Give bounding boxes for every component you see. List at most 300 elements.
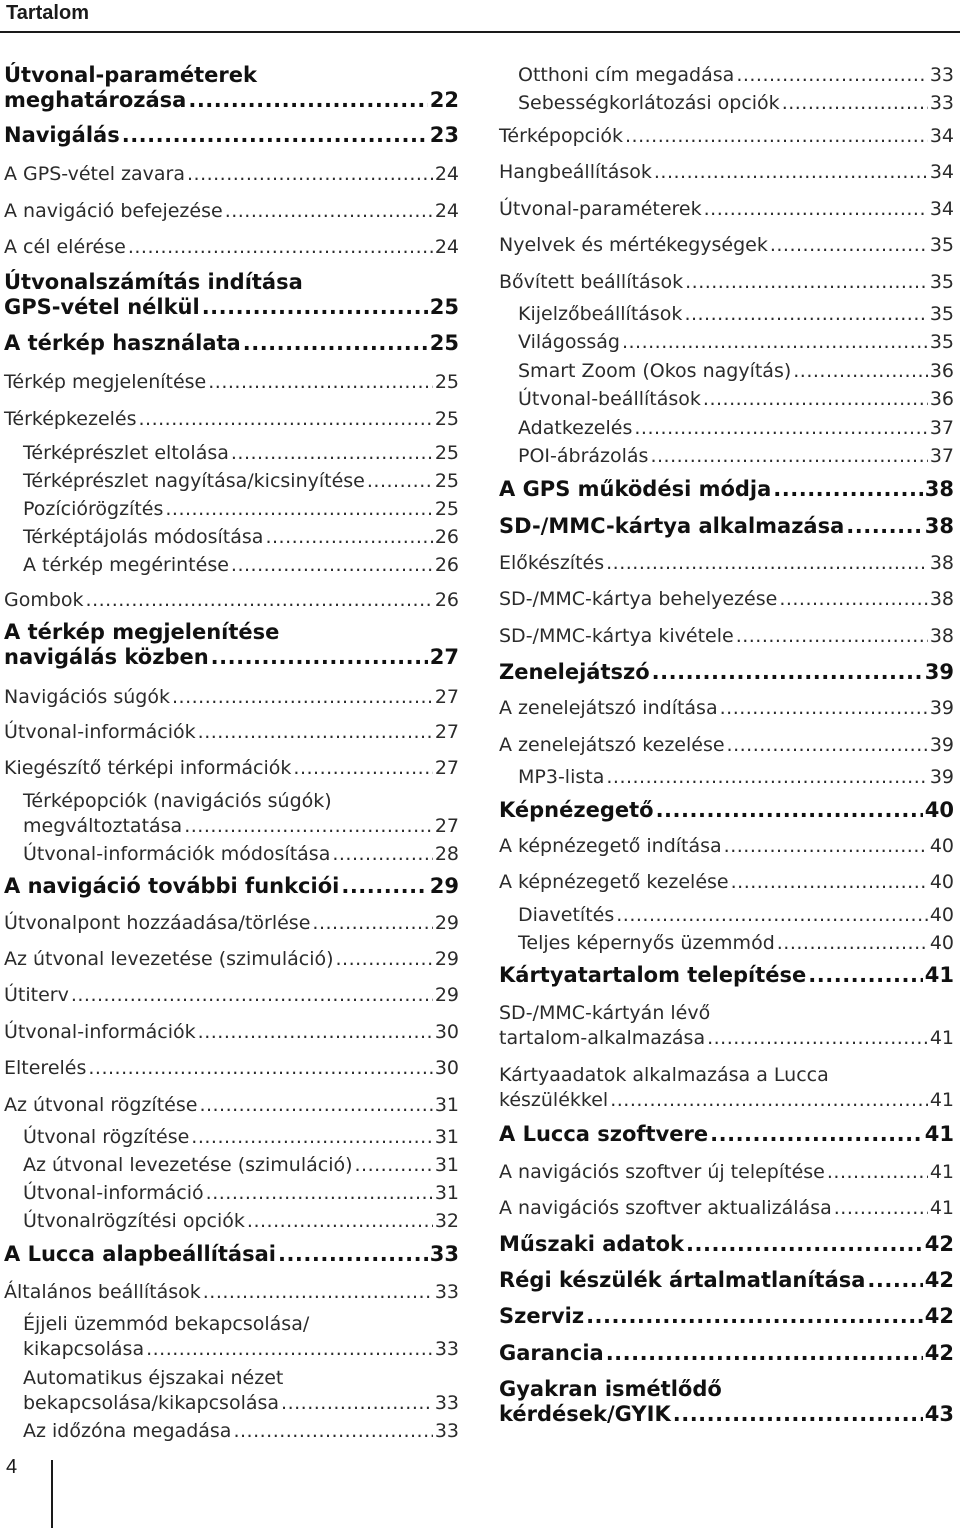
- dot-leader: [654, 160, 928, 185]
- toc-page-number: 25: [434, 470, 459, 492]
- toc-entry[interactable]: [4, 842, 459, 867]
- toc-entry[interactable]: [4, 911, 459, 936]
- dot-leader: [793, 359, 928, 384]
- toc-entry-title: Útiterv: [4, 984, 69, 1006]
- toc-page-number: 30: [434, 1021, 459, 1043]
- toc-page-number: 29: [434, 912, 459, 934]
- dot-leader: [727, 733, 928, 758]
- dot-leader: [243, 331, 428, 356]
- toc-page-number: 23: [429, 123, 459, 147]
- page-title: Tartalom: [6, 2, 89, 24]
- toc-page-number: 27: [434, 721, 459, 743]
- toc-entry-title: Útvonal-információk: [4, 721, 196, 743]
- toc-entry[interactable]: [4, 588, 459, 613]
- toc-entry-title: Kijelzőbeállítások: [518, 303, 683, 325]
- toc-page-number: 33: [434, 1420, 459, 1442]
- toc-entry-title: A térkép megérintése: [23, 554, 229, 576]
- toc-page-number: 42: [924, 1268, 954, 1292]
- dot-leader: [187, 162, 433, 187]
- toc-page-number: 25: [429, 295, 459, 319]
- toc-entry[interactable]: [4, 162, 459, 187]
- toc-page-number: 38: [929, 625, 954, 647]
- toc-entry[interactable]: [499, 330, 954, 355]
- toc-page-number: 33: [929, 92, 954, 114]
- toc-page-number: 33: [434, 1338, 459, 1360]
- toc-entry[interactable]: [4, 407, 459, 432]
- toc-entry-title-line: Automatikus éjszakai nézet: [23, 1367, 284, 1389]
- dot-leader: [198, 1020, 433, 1045]
- toc-entry-title: Általános beállítások: [4, 1281, 201, 1303]
- toc-entry[interactable]: [499, 1268, 954, 1293]
- toc-page-number: 34: [929, 161, 954, 183]
- toc-page-number: 37: [929, 445, 954, 467]
- toc-entry-title: Az időzóna megadása: [23, 1420, 232, 1442]
- toc-entry[interactable]: [499, 477, 954, 502]
- toc-entry-title: Adatkezelés: [518, 417, 633, 439]
- toc-entry[interactable]: [4, 1242, 459, 1267]
- toc-entry[interactable]: [4, 1056, 459, 1081]
- toc-entry[interactable]: [499, 197, 954, 222]
- toc-entry[interactable]: [499, 359, 954, 384]
- dot-leader: [188, 88, 427, 113]
- toc-entry[interactable]: [4, 720, 459, 745]
- toc-entry[interactable]: [4, 497, 459, 522]
- toc-page-number: 37: [929, 417, 954, 439]
- dot-leader: [367, 469, 433, 494]
- toc-entry-title-line: Éjjeli üzemmód bekapcsolása/: [23, 1313, 310, 1335]
- toc-page-number: 40: [929, 835, 954, 857]
- dot-leader: [782, 91, 928, 116]
- toc-entry[interactable]: [4, 1419, 459, 1444]
- dot-leader: [650, 444, 927, 469]
- dot-leader: [625, 124, 928, 149]
- dot-leader: [233, 1419, 432, 1444]
- toc-entry[interactable]: [499, 302, 954, 327]
- toc-entry-title: A zenelejátszó kezelése: [499, 734, 725, 756]
- toc-entry-title: Útvonalrögzítési opciók: [23, 1210, 245, 1232]
- toc-page-number: 26: [434, 589, 459, 611]
- dot-leader: [231, 553, 433, 578]
- toc-entry-title: Az útvonal rögzítése: [4, 1094, 198, 1116]
- toc-entry-title: Diavetítés: [518, 904, 615, 926]
- dot-leader: [206, 1181, 433, 1206]
- toc-entry[interactable]: [4, 1125, 459, 1150]
- toc-page-number: 34: [929, 125, 954, 147]
- toc-entry[interactable]: [499, 1122, 954, 1147]
- toc-entry[interactable]: [499, 696, 954, 721]
- toc-page-number: 33: [434, 1392, 459, 1414]
- toc-page-number: 41: [924, 963, 954, 987]
- toc-entry-title: Térképrészlet nagyítása/kicsinyítése: [23, 470, 365, 492]
- dot-leader: [720, 696, 928, 721]
- toc-entry[interactable]: [4, 63, 459, 113]
- dot-leader: [172, 685, 433, 710]
- toc-page-number: 30: [434, 1057, 459, 1079]
- page-header: [0, 0, 960, 33]
- dot-leader: [586, 1304, 923, 1329]
- toc-entry[interactable]: [4, 525, 459, 550]
- dot-leader: [312, 911, 432, 936]
- toc-entry[interactable]: [499, 798, 954, 823]
- toc-entry[interactable]: [4, 370, 459, 395]
- toc-entry[interactable]: [499, 624, 954, 649]
- toc-entry-title: A Lucca alapbeállításai: [4, 1242, 276, 1266]
- toc-entry-title: Zenelejátszó: [499, 660, 650, 684]
- dot-leader: [191, 1125, 433, 1150]
- toc-entry[interactable]: [499, 870, 954, 895]
- dot-leader: [336, 947, 433, 972]
- toc-entry-title: Teljes képernyős üzemmód: [518, 932, 775, 954]
- toc-entry[interactable]: [499, 91, 954, 116]
- toc-page-number: 33: [929, 64, 954, 86]
- toc-page-number: 40: [929, 871, 954, 893]
- toc-page-number: 41: [929, 1089, 954, 1111]
- toc-entry-title: Bővített beállítások: [499, 271, 684, 293]
- toc-entry-title: Az útvonal levezetése (szimuláció): [23, 1154, 353, 1176]
- toc-entry[interactable]: [4, 1181, 459, 1206]
- toc-entry-title: Útvonal-információ: [23, 1182, 204, 1204]
- toc-entry-title: SD-/MMC-kártya kivétele: [499, 625, 734, 647]
- toc-entry-title: kérdések/GYIK: [499, 1402, 671, 1426]
- toc-entry[interactable]: [4, 235, 459, 260]
- toc-entry[interactable]: [4, 553, 459, 578]
- toc-page-number: 25: [434, 498, 459, 520]
- toc-page-number: 32: [434, 1210, 459, 1232]
- dot-leader: [332, 842, 432, 867]
- toc-entry-title: SD-/MMC-kártya behelyezése: [499, 588, 778, 610]
- toc-entry-title: A Lucca szoftvere: [499, 1122, 709, 1146]
- toc-entry[interactable]: [499, 1063, 954, 1113]
- toc-entry[interactable]: [499, 660, 954, 685]
- toc-entry[interactable]: [4, 469, 459, 494]
- toc-entry-title-line: Térképopciók (navigációs súgók): [23, 790, 332, 812]
- dot-leader: [684, 302, 927, 327]
- toc-entry-title-line: A térkép megjelenítése: [4, 620, 280, 644]
- toc-page-number: 38: [929, 588, 954, 610]
- toc-entry-title: Útvonal-információk: [4, 1021, 196, 1043]
- toc-entry[interactable]: [4, 874, 459, 899]
- toc-entry-title: A zenelejátszó indítása: [499, 697, 718, 719]
- dot-leader: [355, 1153, 433, 1178]
- dot-leader: [231, 441, 433, 466]
- dot-leader: [846, 514, 923, 539]
- toc-entry-title: Előkészítés: [499, 552, 605, 574]
- toc-page-number: 31: [434, 1154, 459, 1176]
- toc-entry[interactable]: [4, 123, 459, 148]
- dot-leader: [773, 477, 922, 502]
- toc-page-number: 40: [929, 904, 954, 926]
- toc-entry-title: Elterelés: [4, 1057, 87, 1079]
- toc-entry-title: megváltoztatása: [23, 815, 183, 837]
- dot-leader: [704, 197, 928, 222]
- dot-leader: [834, 1196, 928, 1221]
- toc-entry[interactable]: [4, 620, 459, 670]
- toc-page-number: 35: [929, 303, 954, 325]
- toc-entry-title: Műszaki adatok: [499, 1232, 685, 1256]
- toc-page-number: 33: [434, 1281, 459, 1303]
- dot-leader: [808, 963, 922, 988]
- toc-entry-title: A navigációs szoftver aktualizálása: [499, 1197, 832, 1219]
- toc-entry[interactable]: [4, 1209, 459, 1234]
- toc-entry[interactable]: [499, 765, 954, 790]
- dot-leader: [736, 624, 928, 649]
- toc-entry[interactable]: [499, 551, 954, 576]
- toc-page-number: 25: [434, 442, 459, 464]
- dot-leader: [736, 63, 928, 88]
- toc-entry[interactable]: [499, 1377, 954, 1427]
- toc-entry-title: Navigálás: [4, 123, 120, 147]
- toc-entry-title: Térképtájolás módosítása: [23, 526, 264, 548]
- dot-leader: [686, 1232, 923, 1257]
- toc-page-number: 29: [434, 984, 459, 1006]
- dot-leader: [208, 370, 433, 395]
- dot-leader: [88, 1056, 432, 1081]
- toc-page-number: 25: [429, 331, 459, 355]
- toc-entry[interactable]: [499, 733, 954, 758]
- toc-entry-title: Régi készülék ártalmatlanítása: [499, 1268, 866, 1292]
- toc-page-number: 38: [929, 552, 954, 574]
- toc-page-number: 31: [434, 1182, 459, 1204]
- dot-leader: [122, 123, 428, 148]
- dot-leader: [265, 525, 432, 550]
- toc-entry-title: Világosság: [518, 331, 620, 353]
- dot-leader: [165, 497, 432, 522]
- dot-leader: [827, 1160, 928, 1185]
- toc-entry-title: Útvonal rögzítése: [23, 1126, 190, 1148]
- toc-page-number: 38: [924, 477, 954, 501]
- toc-entry[interactable]: [4, 441, 459, 466]
- toc-entry-title: Sebességkorlátozási opciók: [518, 92, 780, 114]
- toc-entry[interactable]: [499, 270, 954, 295]
- toc-page-number: 36: [929, 360, 954, 382]
- toc-entry[interactable]: [4, 789, 459, 839]
- dot-leader: [606, 551, 928, 576]
- toc-entry-title-line: Gyakran ismétlődő: [499, 1377, 722, 1401]
- dot-leader: [278, 1242, 428, 1267]
- dot-leader: [225, 199, 433, 224]
- toc-entry[interactable]: [4, 1366, 459, 1416]
- toc-page-number: 24: [434, 200, 459, 222]
- toc-entry[interactable]: [499, 160, 954, 185]
- toc-page-number: 40: [929, 932, 954, 954]
- toc-entry-title: Kiegészítő térképi információk: [4, 757, 292, 779]
- toc-entry[interactable]: [499, 931, 954, 956]
- toc-entry-title: Nyelvek és mértékegységek: [499, 234, 768, 256]
- footer-divider: [51, 1460, 53, 1528]
- dot-leader: [198, 720, 433, 745]
- toc-entry[interactable]: [4, 270, 459, 320]
- toc-entry-title: Otthoni cím megadása: [518, 64, 735, 86]
- toc-entry[interactable]: [499, 387, 954, 412]
- toc-entry[interactable]: [499, 514, 954, 539]
- toc-entry-title: Térképrészlet eltolása: [23, 442, 229, 464]
- toc-entry-title: Pozíciórögzítés: [23, 498, 164, 520]
- toc-entry[interactable]: [499, 124, 954, 149]
- toc-entry-title: Navigációs súgók: [4, 686, 170, 708]
- toc-entry[interactable]: [499, 1304, 954, 1329]
- toc-page-number: 39: [929, 766, 954, 788]
- dot-leader: [724, 834, 928, 859]
- toc-entry-title: Gombok: [4, 589, 84, 611]
- dot-leader: [652, 660, 923, 685]
- toc-page-number: 27: [434, 686, 459, 708]
- dot-leader: [247, 1209, 433, 1234]
- toc-page-number: 26: [434, 554, 459, 576]
- toc-entry[interactable]: [4, 947, 459, 972]
- dot-leader: [673, 1402, 923, 1427]
- toc-entry-title: MP3-lista: [518, 766, 605, 788]
- dot-leader: [202, 295, 428, 320]
- toc-entry-title: Hangbeállítások: [499, 161, 652, 183]
- toc-page-number: 38: [924, 514, 954, 538]
- toc-entry-title: A GPS működési módja: [499, 477, 772, 501]
- toc-page-number: 26: [434, 526, 459, 548]
- toc-page-number: 39: [929, 697, 954, 719]
- dot-leader: [86, 588, 433, 613]
- header-divider: [0, 31, 960, 33]
- toc-entry-title-line: SD-/MMC-kártyán lévő: [499, 1002, 711, 1024]
- toc-entry-title: A képnézegető indítása: [499, 835, 722, 857]
- toc-entry[interactable]: [4, 1280, 459, 1305]
- toc-entry[interactable]: [499, 1232, 954, 1257]
- dot-leader: [610, 1088, 928, 1113]
- toc-entry-title-line: Útvonalszámítás indítása: [4, 270, 303, 294]
- toc-entry-title: Térképkezelés: [4, 408, 137, 430]
- dot-leader: [622, 330, 928, 355]
- toc-entry-title: Térkép megjelenítése: [4, 371, 207, 393]
- toc-entry[interactable]: [499, 1160, 954, 1185]
- toc-entry[interactable]: [499, 1001, 954, 1051]
- toc-entry-title: meghatározása: [4, 88, 187, 112]
- toc-page-number: 25: [434, 371, 459, 393]
- dot-leader: [616, 903, 928, 928]
- toc-entry[interactable]: [499, 233, 954, 258]
- toc-page-number: 24: [434, 163, 459, 185]
- dot-leader: [199, 1093, 432, 1118]
- toc-entry-title: Képnézegető: [499, 798, 654, 822]
- toc-page-number: 34: [929, 198, 954, 220]
- toc-page-number: 24: [434, 236, 459, 258]
- toc-entry-title: SD-/MMC-kártya alkalmazása: [499, 514, 845, 538]
- toc-page-number: 42: [924, 1232, 954, 1256]
- toc-entry-title-line: Kártyaadatok alkalmazása a Lucca: [499, 1064, 829, 1086]
- toc-page-number: 31: [434, 1094, 459, 1116]
- dot-leader: [656, 798, 923, 823]
- dot-leader: [867, 1268, 922, 1293]
- toc-page-number: 33: [429, 1242, 459, 1266]
- toc-page-number: 22: [429, 88, 459, 112]
- toc-page-number: 42: [924, 1341, 954, 1365]
- toc-page-number: 41: [929, 1161, 954, 1183]
- dot-leader: [341, 874, 427, 899]
- dot-leader: [293, 756, 432, 781]
- toc-entry-title: A GPS-vétel zavara: [4, 163, 185, 185]
- dot-leader: [606, 1341, 923, 1366]
- toc-page-number: 27: [434, 757, 459, 779]
- toc-page-number: 41: [924, 1122, 954, 1146]
- toc-page-number: 35: [929, 331, 954, 353]
- toc-page-number: 27: [434, 815, 459, 837]
- dot-leader: [606, 765, 927, 790]
- toc-entry-title: Útvonal-információk módosítása: [23, 843, 331, 865]
- toc-entry-title: Smart Zoom (Okos nagyítás): [518, 360, 792, 382]
- toc-entry-title: GPS-vétel nélkül: [4, 295, 200, 319]
- toc-entry-title: Kártyatartalom telepítése: [499, 963, 807, 987]
- toc-page-number: 29: [434, 948, 459, 970]
- toc-entry-title: navigálás közben: [4, 645, 209, 669]
- toc-entry[interactable]: [4, 1312, 459, 1362]
- toc-entry[interactable]: [4, 1153, 459, 1178]
- toc-entry-title: bekapcsolása/kikapcsolása: [23, 1392, 280, 1414]
- toc-entry-title: A képnézegető kezelése: [499, 871, 729, 893]
- toc-entry[interactable]: [4, 331, 459, 356]
- toc-page-number: 28: [434, 843, 459, 865]
- dot-leader: [731, 870, 928, 895]
- toc-entry[interactable]: [499, 834, 954, 859]
- toc-page-number: 29: [429, 874, 459, 898]
- toc-entry-title: Garancia: [499, 1341, 604, 1365]
- page-number: 4: [6, 1456, 18, 1478]
- toc-entry-title: A navigáció további funkciói: [4, 874, 340, 898]
- toc-page-number: 41: [929, 1197, 954, 1219]
- toc-entry[interactable]: [499, 903, 954, 928]
- toc-page-number: 39: [924, 660, 954, 684]
- toc-entry-title: A térkép használata: [4, 331, 241, 355]
- dot-leader: [685, 270, 928, 295]
- toc-page-number: 35: [929, 271, 954, 293]
- toc-entry-title: Térképopciók: [499, 125, 623, 147]
- toc-entry[interactable]: [499, 63, 954, 88]
- toc-entry[interactable]: [499, 444, 954, 469]
- toc-entry[interactable]: [499, 416, 954, 441]
- toc-entry[interactable]: [4, 983, 459, 1008]
- toc-entry-title: A navigáció befejezése: [4, 200, 223, 222]
- dot-leader: [707, 1026, 928, 1051]
- dot-leader: [211, 645, 428, 670]
- toc-page-number: 27: [429, 645, 459, 669]
- toc-page-number: 31: [434, 1126, 459, 1148]
- toc-entry[interactable]: [4, 756, 459, 781]
- dot-leader: [128, 235, 433, 260]
- toc-entry[interactable]: [4, 1093, 459, 1118]
- toc-entry[interactable]: [499, 963, 954, 988]
- toc-entry-title: kikapcsolása: [23, 1338, 145, 1360]
- toc-entry-title: készülékkel: [499, 1089, 609, 1111]
- dot-leader: [71, 983, 433, 1008]
- toc-entry-title: Szerviz: [499, 1304, 585, 1328]
- dot-leader: [634, 416, 927, 441]
- toc-entry[interactable]: [499, 1196, 954, 1221]
- toc-entry-title: Útvonal-paraméterek: [499, 198, 702, 220]
- toc-page-number: 43: [924, 1402, 954, 1426]
- toc-entry[interactable]: [499, 1341, 954, 1366]
- toc-page-number: 41: [929, 1027, 954, 1049]
- dot-leader: [710, 1122, 923, 1147]
- dot-leader: [184, 814, 433, 839]
- dot-leader: [777, 931, 928, 956]
- toc-entry-title: A cél elérése: [4, 236, 126, 258]
- dot-leader: [281, 1391, 433, 1416]
- toc-page-number: 42: [924, 1304, 954, 1328]
- toc-entry[interactable]: [4, 1020, 459, 1045]
- toc-entry[interactable]: [4, 199, 459, 224]
- dot-leader: [770, 233, 928, 258]
- dot-leader: [703, 387, 928, 412]
- toc-entry[interactable]: [499, 587, 954, 612]
- toc-page-number: 40: [924, 798, 954, 822]
- toc-entry[interactable]: [4, 685, 459, 710]
- toc-entry-title: A navigációs szoftver új telepítése: [499, 1161, 825, 1183]
